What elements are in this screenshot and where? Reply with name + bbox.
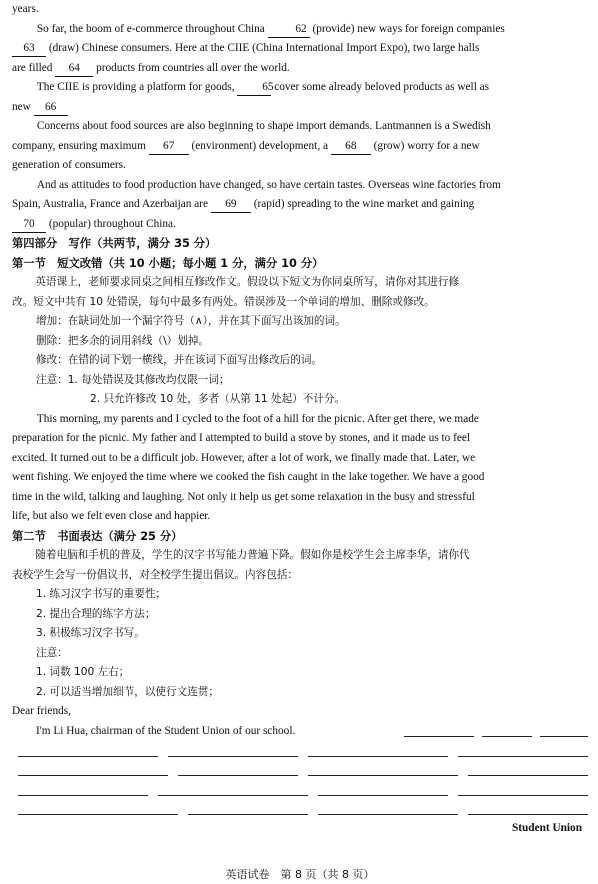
text-line xyxy=(12,39,588,59)
section1-title: 第一节 短文改错（共 10 小题；每小题 1 分，满分 10 分） xyxy=(12,254,588,274)
task-line: 表校学生会写一份倡议书，对全校学生提出倡议。内容包括： xyxy=(12,566,588,586)
writing-line[interactable] xyxy=(12,741,588,761)
blank-66[interactable]: 66 xyxy=(34,100,68,116)
text: are filled xyxy=(12,62,52,74)
note-item: 2. 可以适当增加细节，以使行文连贯； xyxy=(12,683,588,703)
text: (rapid) spreading to the wine market and gaining xyxy=(254,198,475,210)
text: cover some already beloved products as well as xyxy=(274,81,489,93)
text: (grow) worry for a new xyxy=(374,140,480,152)
note-line: 注意：1. 每处错误及其修改均仅限一词； xyxy=(12,371,588,391)
opening-sentence: I'm Li Hua, chairman of the Student Union of our school. xyxy=(12,722,295,742)
text-line xyxy=(12,215,588,235)
text: (draw) Chinese consumers. Here at the CIIE (China International Import Expo), two large halls xyxy=(49,42,480,54)
rule-add: 增加：在缺词处加一个漏字符号（∧），并在其下面写出该加的词。 xyxy=(12,312,588,332)
blank-62[interactable]: 62 xyxy=(268,22,310,38)
text-line: Concerns about food sources are also beginning to shape import demands. Lantmannen is a Swedish xyxy=(12,117,588,137)
writing-line[interactable] xyxy=(12,722,588,742)
text-line: generation of consumers. xyxy=(12,156,588,176)
essay-line: excited. It turned out to be a difficult job. However, after a lot of work, we finally made that. Later, we xyxy=(12,449,588,469)
content-item: 2. 提出合理的练字方法； xyxy=(12,605,588,625)
writing-line[interactable] xyxy=(12,800,588,820)
instruction-line: 改。短文中共有 10 处错误，每句中最多有两处。错误涉及一个单词的增加、删除或修改。 xyxy=(12,293,588,313)
note-item: 1. 词数 100 左右； xyxy=(12,663,588,683)
text: (provide) new ways for foreign companies xyxy=(312,23,504,35)
content-item: 3. 积极练习汉字书写。 xyxy=(12,624,588,644)
text: So far, the boom of e-commerce throughout China xyxy=(37,23,265,35)
task-line: 随着电脑和手机的普及，学生的汉字书写能力普遍下降。假如你是校学生会主席李华，请你代 xyxy=(12,546,588,566)
text: company, ensuring maximum xyxy=(12,140,146,152)
text-line xyxy=(12,98,588,118)
blank-67[interactable]: 67 xyxy=(149,139,189,155)
writing-line[interactable] xyxy=(12,780,588,800)
essay-line: This morning, my parents and I cycled to the foot of a hill for the picnic. After get there, we made xyxy=(12,410,588,430)
note-line: 2. 只允许修改 10 处，多者（从第 11 处起）不计分。 xyxy=(12,390,588,410)
writing-line[interactable] xyxy=(12,761,588,781)
text: products from countries all over the world. xyxy=(96,62,290,74)
text-line xyxy=(12,59,588,79)
essay-line: time in the wild, talking and laughing. Not only it help us get some relaxation in the busy and stressful xyxy=(12,488,588,508)
rule-modify: 修改：在错的词下划一横线，并在该词下面写出修改后的词。 xyxy=(12,351,588,371)
greeting: Dear friends, xyxy=(12,702,588,722)
instruction-line: 英语课上，老师要求同桌之间相互修改作文。假设以下短文为你同桌所写，请你对其进行修 xyxy=(12,273,588,293)
text-line xyxy=(12,78,588,98)
blank-65[interactable]: 65 xyxy=(237,80,271,96)
blank-69[interactable]: 69 xyxy=(211,197,251,213)
essay-line: preparation for the picnic. My father and I attempted to build a stove by stones, and it made us to feel xyxy=(12,429,588,449)
text-line: years. xyxy=(12,0,588,20)
part4-title: 第四部分 写作（共两节，满分 35 分） xyxy=(12,234,588,254)
text: The CIIE is providing a platform for goods, xyxy=(37,81,235,93)
blank-70[interactable]: 70 xyxy=(12,217,46,233)
note-label: 注意： xyxy=(12,644,588,664)
text: (environment) development, a xyxy=(192,140,328,152)
blank-68[interactable]: 68 xyxy=(331,139,371,155)
text: new xyxy=(12,101,31,113)
text: Spain, Australia, France and Azerbaijan are xyxy=(12,198,208,210)
rule-delete: 删除：把多余的词用斜线（\）划掉。 xyxy=(12,332,588,352)
text-line xyxy=(12,137,588,157)
essay-line: went fishing. We enjoyed the time where we cooked the fish caught in the lake together. We have a good xyxy=(12,468,588,488)
text-line xyxy=(12,195,588,215)
section2-title: 第二节 书面表达（满分 25 分） xyxy=(12,527,588,547)
blank-64[interactable]: 64 xyxy=(55,61,93,77)
essay-line: life, but also we felt even close and happier. xyxy=(12,507,588,527)
page-footer: 英语试卷 第 8 页（共 8 页） xyxy=(12,865,588,884)
signature: Student Union xyxy=(12,819,588,839)
text-line: And as attitudes to food production have changed, so have certain tastes. Overseas wine factories from xyxy=(12,176,588,196)
blank-63[interactable]: 63 xyxy=(12,41,46,57)
text-line xyxy=(12,20,588,40)
text: (popular) throughout China. xyxy=(49,218,176,230)
content-item: 1. 练习汉字书写的重要性； xyxy=(12,585,588,605)
